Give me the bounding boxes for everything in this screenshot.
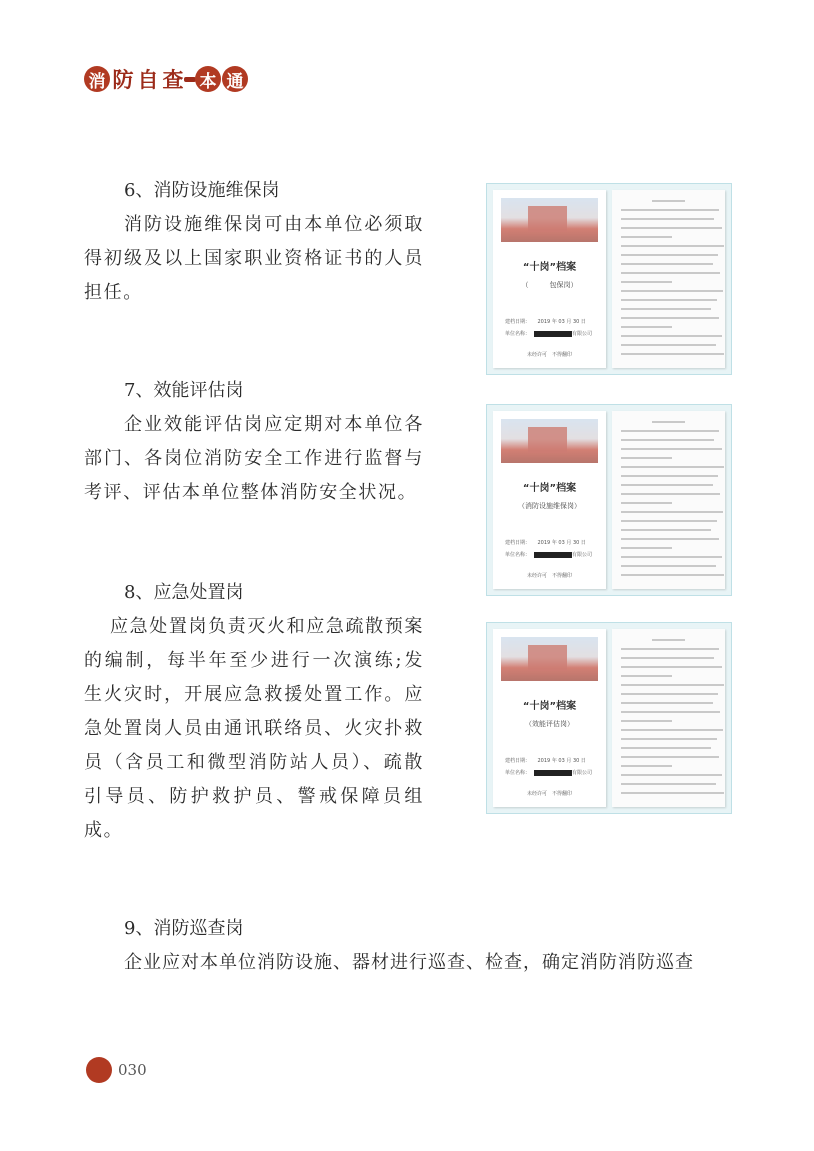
building-photo <box>501 419 598 463</box>
cover-date: 建档日期： 2019 年 03 月 30 日 <box>505 540 586 546</box>
illegible-text-line <box>621 502 672 504</box>
illegible-text-line <box>621 738 717 740</box>
section-text: 企业效能评估岗应定期对本单位各部门、各岗位消防安全工作进行监督与考评、评估本单位整体消防安全状况。 <box>84 414 424 503</box>
section-efficiency-evaluation <box>84 378 424 510</box>
logo-char: 查 <box>162 68 184 92</box>
cover-subtitle: （消防设施维保岗） <box>518 502 581 510</box>
building-photo <box>501 637 598 681</box>
section-heading: 7、效能评估岗 <box>124 380 244 401</box>
cover-title: “十岗”档案 <box>522 701 577 712</box>
section-heading: 8、应急处置岗 <box>124 582 244 603</box>
archive-text-page <box>612 629 725 807</box>
illegible-text-line <box>621 547 672 549</box>
illegible-text-line <box>621 657 714 659</box>
logo-char: 通 <box>222 66 248 92</box>
illegible-text-line <box>621 711 720 713</box>
illegible-text-line <box>621 666 722 668</box>
cover-title: “十岗”档案 <box>522 262 577 273</box>
illegible-text-line <box>621 448 722 450</box>
illegible-text-line <box>621 466 724 468</box>
illegible-text-line <box>621 344 716 346</box>
illegible-text-line <box>621 326 672 328</box>
illegible-text-line <box>621 236 672 238</box>
cover-unit <box>505 769 598 776</box>
page-number: 030 <box>118 1061 147 1079</box>
illegible-text-line <box>621 529 711 531</box>
cover-unit-label: 单位名称： <box>505 552 531 558</box>
section-text: 企业应对本单位消防设施、器材进行巡查、检查，确定消防消防巡查 <box>124 952 694 973</box>
section-heading: 6、消防设施维保岗 <box>124 180 280 201</box>
logo-char: 消 <box>84 66 110 92</box>
illegible-text-line <box>621 538 719 540</box>
archive-photo <box>486 622 732 814</box>
cover-unit <box>505 330 598 337</box>
section-emergency-response <box>84 580 424 848</box>
cover-footer: 未经许可 不得翻印 <box>526 791 572 797</box>
section-text: 消防设施维保岗可由本单位必须取得初级及以上国家职业资格证书的人员担任。 <box>84 214 424 303</box>
cover-unit-suffix: 有限公司 <box>572 770 593 776</box>
logo-char: 本 <box>195 66 221 92</box>
illegible-text-line <box>621 556 722 558</box>
illegible-text-line <box>621 317 719 319</box>
illegible-text-line <box>621 565 716 567</box>
illegible-text-line <box>621 272 720 274</box>
illegible-text-line <box>621 335 722 337</box>
section-facility-maintenance <box>84 178 424 310</box>
cover-unit-suffix: 有限公司 <box>572 552 593 558</box>
illegible-text-line <box>621 263 713 265</box>
cover-footer: 未经许可 不得翻印 <box>526 352 572 358</box>
illegible-text-line <box>621 747 711 749</box>
cover-unit-label: 单位名称： <box>505 331 531 337</box>
illegible-text-line <box>652 421 686 423</box>
cover-title: “十岗”档案 <box>522 483 577 494</box>
logo-char: 防 <box>112 68 134 92</box>
illegible-text-line <box>621 783 716 785</box>
cover-unit <box>505 551 598 558</box>
illegible-text-line <box>621 520 717 522</box>
cover-subtitle: （效能评估岗） <box>525 720 574 728</box>
illegible-text-line <box>621 484 713 486</box>
illegible-text-line <box>621 684 724 686</box>
illegible-text-line <box>621 729 723 731</box>
section-text: 应急处置岗负责灭火和应急疏散预案的编制，每半年至少进行一次演练;发生火灾时，开展应急救援处置工作。应急处置岗人员由通讯联络员、火灾扑救员（含员工和微型消防站人员）、疏散引导员、防护救护员、警戒保障员组成。 <box>84 616 424 841</box>
illegible-text-line <box>621 720 672 722</box>
illegible-text-line <box>652 200 686 202</box>
illegible-text-line <box>621 353 724 355</box>
section-fire-patrol <box>84 916 744 980</box>
illegible-text-line <box>621 475 718 477</box>
archive-cover <box>493 629 606 807</box>
illegible-text-line <box>621 218 714 220</box>
illegible-text-line <box>621 290 723 292</box>
illegible-text-line <box>621 693 718 695</box>
illegible-text-line <box>621 675 672 677</box>
illegible-text-line <box>621 511 723 513</box>
cover-date: 建档日期： 2019 年 03 月 30 日 <box>505 758 586 764</box>
illegible-text-line <box>621 439 714 441</box>
illegible-text-line <box>621 774 722 776</box>
illegible-text-line <box>621 299 717 301</box>
illegible-text-line <box>621 254 718 256</box>
cover-date: 建档日期： 2019 年 03 月 30 日 <box>505 319 586 325</box>
archive-photo <box>486 404 732 596</box>
building-photo <box>501 198 598 242</box>
illegible-text-line <box>621 574 724 576</box>
illegible-text-line <box>621 227 722 229</box>
cover-footer: 未经许可 不得翻印 <box>526 573 572 579</box>
cover-unit-suffix: 有限公司 <box>572 331 593 337</box>
redaction-bar <box>534 552 572 558</box>
illegible-text-line <box>621 493 720 495</box>
illegible-text-line <box>621 308 711 310</box>
book-title-logo <box>84 64 248 94</box>
logo-char: 自 <box>137 68 159 92</box>
page-number-dot <box>86 1057 112 1083</box>
illegible-text-line <box>621 281 672 283</box>
cover-subtitle: （ 包保岗） <box>521 281 578 289</box>
archive-photo <box>486 183 732 375</box>
illegible-text-line <box>621 648 719 650</box>
section-heading: 9、消防巡查岗 <box>124 918 244 939</box>
archive-text-page <box>612 190 725 368</box>
archive-cover <box>493 411 606 589</box>
illegible-text-line <box>621 792 724 794</box>
illegible-text-line <box>621 756 719 758</box>
archive-cover <box>493 190 606 368</box>
illegible-text-line <box>621 245 724 247</box>
redaction-bar <box>534 331 572 337</box>
illegible-text-line <box>621 209 719 211</box>
archive-text-page <box>612 411 725 589</box>
illegible-text-line <box>621 457 672 459</box>
illegible-text-line <box>621 430 719 432</box>
illegible-text-line <box>652 639 686 641</box>
redaction-bar <box>534 770 572 776</box>
cover-unit-label: 单位名称： <box>505 770 531 776</box>
illegible-text-line <box>621 765 672 767</box>
illegible-text-line <box>621 702 713 704</box>
